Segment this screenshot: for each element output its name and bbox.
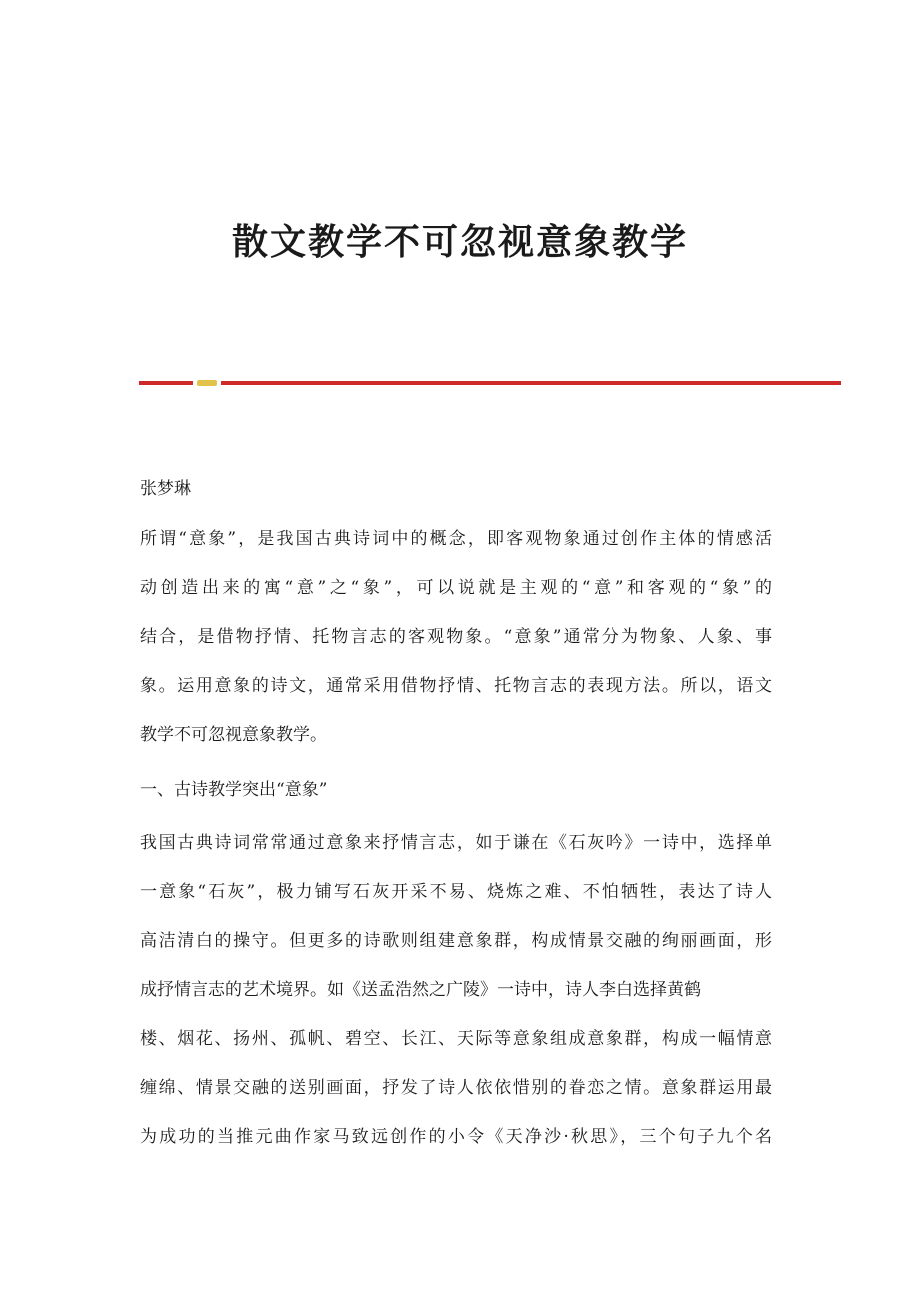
paragraph-intro [140, 515, 772, 760]
document-title: 散文教学不可忽视意象教学 [231, 221, 688, 263]
paragraph-line: 教学不可忽视意象教学。 [140, 725, 327, 745]
divider-bar-left [139, 381, 193, 385]
paragraph-line: 动创造出来的寓“意”之“象”，可以说就是主观的“意”和客观的“象”的 [140, 578, 772, 598]
divider-bar-right [221, 381, 841, 385]
paragraph-line: 成抒情言志的艺术境界。如《送孟浩然之广陵》一诗中，诗人李白选择黄鹤 [140, 980, 701, 1000]
paragraph-line: 缠绵、情景交融的送别画面，抒发了诗人依依惜别的眷恋之情。意象群运用最 [140, 1078, 772, 1098]
paragraph-line: 高洁清白的操守。但更多的诗歌则组建意象群，构成情景交融的绚丽画面，形 [140, 931, 772, 951]
paragraph-classical-poetry [140, 819, 772, 1162]
divider-ornament-icon [197, 380, 217, 386]
paragraph-line: 所谓“意象”，是我国古典诗词中的概念，即客观物象通过创作主体的情感活 [140, 529, 772, 549]
paragraph-line: 结合，是借物抒情、托物言志的客观物象。“意象”通常分为物象、人象、事 [140, 627, 772, 647]
paragraph-line: 楼、烟花、扬州、孤帆、碧空、长江、天际等意象组成意象群，构成一幅情意 [140, 1029, 772, 1049]
paragraph-line: 为成功的当推元曲作家马致远创作的小令《天净沙·秋思》，三个句子九个名 [140, 1127, 772, 1147]
author-name: 张梦琳 [140, 479, 191, 499]
paragraph-line: 一意象“石灰”，极力铺写石灰开采不易、烧炼之难、不怕牺牲，表达了诗人 [140, 882, 772, 902]
title-divider [139, 380, 841, 388]
section-heading: 一、古诗教学突出“意象” [140, 780, 328, 800]
paragraph-line: 我国古典诗词常常通过意象来抒情言志，如于谦在《石灰吟》一诗中，选择单 [140, 833, 772, 853]
paragraph-line: 象。运用意象的诗文，通常采用借物抒情、托物言志的表现方法。所以，语文 [140, 676, 772, 696]
